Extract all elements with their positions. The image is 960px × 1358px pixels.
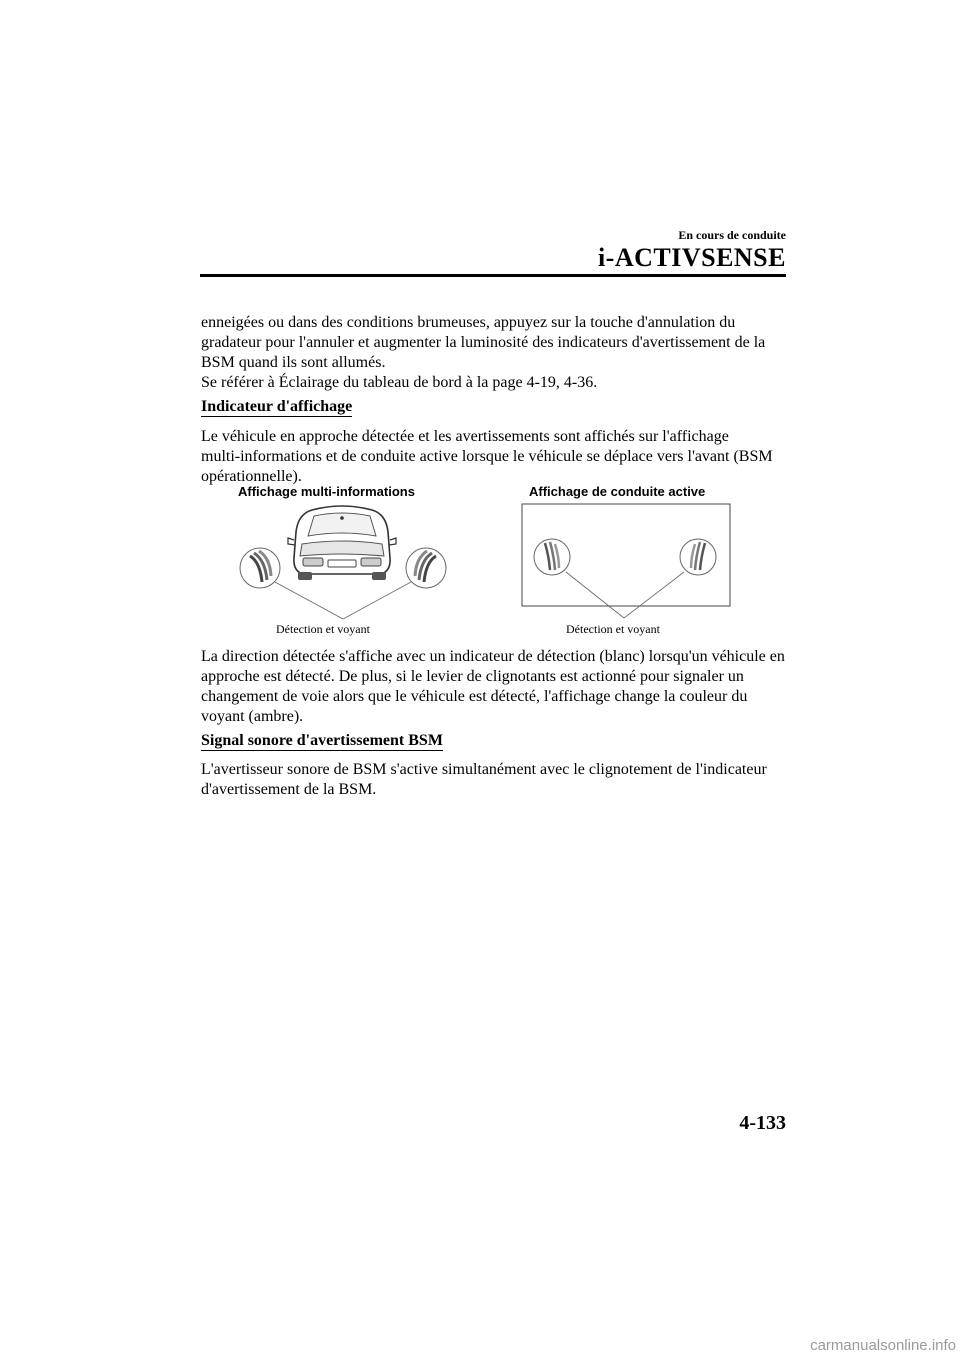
header-divider <box>200 274 786 277</box>
car-rear-view-icon <box>288 506 396 580</box>
text-line: voyant (ambre). <box>201 708 304 725</box>
leader-line <box>275 582 343 619</box>
leader-line <box>343 582 411 619</box>
text-line: changement de voie alors que le véhicule est détecté, l'affichage change la couleur du <box>201 688 748 705</box>
bsm-display-figure <box>200 498 760 626</box>
text-line: Le véhicule en approche détectée et les avertissements sont affichés sur l'affichage <box>201 428 729 445</box>
text-line: La direction détectée s'affiche avec un indicateur de détection (blanc) lorsqu'un véhicule en <box>201 648 785 665</box>
bsm-indicator-right-icon <box>406 548 446 588</box>
text-line: approche est détecté. De plus, si le levier de clignotants est actionné pour signaler un <box>201 668 744 685</box>
page-number: 4-133 <box>739 1112 786 1134</box>
text-line: d'avertissement de la BSM. <box>201 781 377 798</box>
figure-label-multi-info: Affichage multi-informations <box>238 484 415 499</box>
bsm-indicator-hud-right-icon <box>680 539 716 575</box>
section-heading-bsm-sound: Signal sonore d'avertissement BSM <box>201 732 443 749</box>
section2-paragraph <box>201 760 791 800</box>
section-heading-display-indicator: Indicateur d'affichage <box>201 398 353 415</box>
text-line: enneigées ou dans des conditions brumeuses, appuyez sur la touche d'annulation du <box>201 314 736 331</box>
figure-label-active-driving: Affichage de conduite active <box>529 484 706 499</box>
section-title: i-ACTIVSENSE <box>597 243 786 272</box>
text-line: multi-informations et de conduite active lorsque le véhicule se déplace vers l'avant (BSM <box>201 448 773 465</box>
detection-paragraph <box>201 647 791 727</box>
text-line: L'avertisseur sonore de BSM s'active simultanément avec le clignotement de l'indicateur <box>201 761 767 778</box>
bsm-indicator-hud-left-icon <box>534 539 570 575</box>
watermark: carmanualsonline.info <box>810 1337 956 1354</box>
figure-caption-right: Détection et voyant <box>566 622 660 636</box>
text-line: BSM quand ils sont allumés. <box>201 354 386 371</box>
cross-reference: Se référer à Éclairage du tableau de bord à la page 4-19, 4-36. <box>201 374 598 391</box>
chapter-title: En cours de conduite <box>678 228 786 242</box>
text-line: gradateur pour l'annuler et augmenter la luminosité des indicateurs d'avertissement de la <box>201 334 766 351</box>
intro-paragraph <box>201 313 791 393</box>
section1-paragraph <box>201 427 791 487</box>
text-line: opérationnelle). <box>201 468 302 485</box>
bsm-indicator-left-icon <box>240 548 280 588</box>
figure-caption-left: Détection et voyant <box>276 622 370 636</box>
